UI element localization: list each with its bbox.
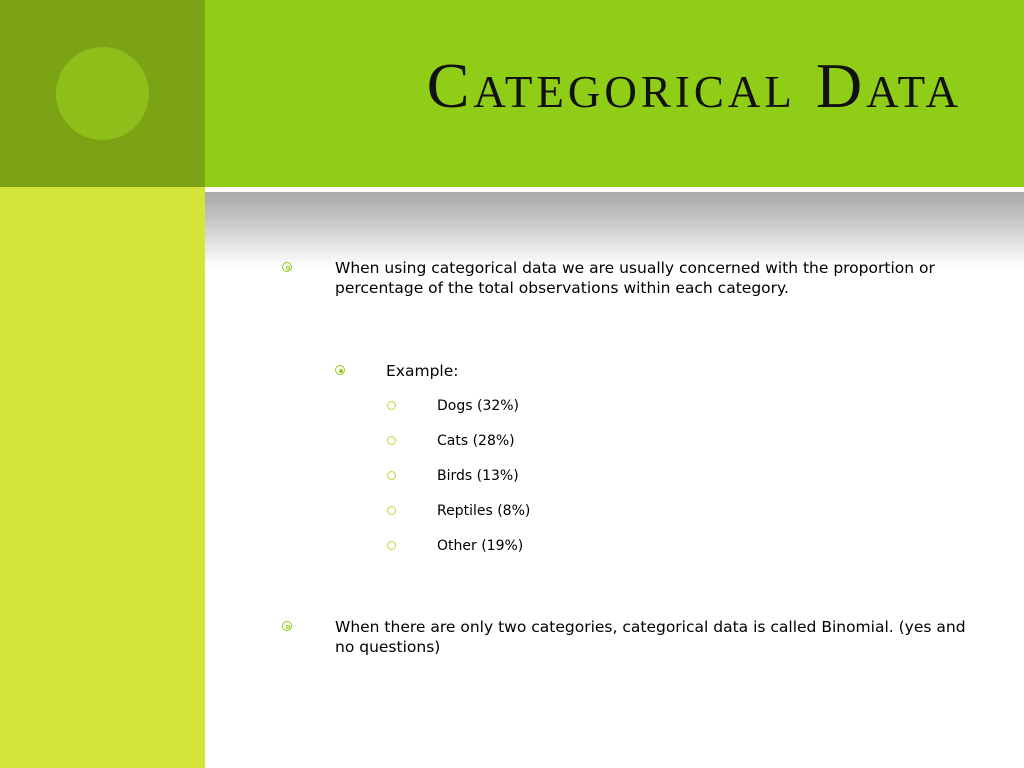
- sub-bullet-item: [282, 431, 982, 451]
- sub-bullet-text: Cats (28%): [437, 433, 515, 449]
- gradient-band: [205, 192, 1024, 267]
- sub-bullet-text: Birds (13%): [437, 468, 519, 484]
- title-bar: [205, 0, 1024, 187]
- sub-bullet-text: Other (19%): [437, 538, 524, 554]
- dot-ring-bullet-icon: [335, 365, 345, 375]
- decorative-circle: [56, 47, 149, 140]
- open-ring-bullet-icon: [387, 541, 396, 550]
- sub-bullet-item: [282, 466, 982, 486]
- open-ring-bullet-icon: [387, 401, 396, 410]
- open-ring-bullet-icon: [387, 506, 396, 515]
- bullet-text: Example:: [386, 362, 459, 380]
- sub-bullet-item: [282, 536, 982, 556]
- open-ring-bullet-icon: [387, 436, 396, 445]
- corner-panel: [0, 0, 205, 187]
- slide-title: Categorical Data: [426, 50, 962, 121]
- bullet-item: [282, 361, 982, 381]
- slide-content: [282, 258, 982, 657]
- side-bar: [0, 187, 205, 768]
- sub-bullet-item: [282, 396, 982, 416]
- double-ring-bullet-icon: [282, 621, 292, 631]
- sub-bullet-text: Dogs (32%): [437, 398, 520, 414]
- bullet-item: [282, 617, 982, 657]
- bullet-text: When there are only two categories, categorical data is called Binomial. (yes and no questions): [335, 618, 966, 656]
- open-ring-bullet-icon: [387, 471, 396, 480]
- bullet-text: When using categorical data we are usually concerned with the proportion or percentage of the total observations within each category.: [335, 259, 935, 297]
- bullet-item: [282, 258, 982, 298]
- sub-bullet-text: Reptiles (8%): [437, 503, 531, 519]
- sub-bullet-item: [282, 501, 982, 521]
- double-ring-bullet-icon: [282, 262, 292, 272]
